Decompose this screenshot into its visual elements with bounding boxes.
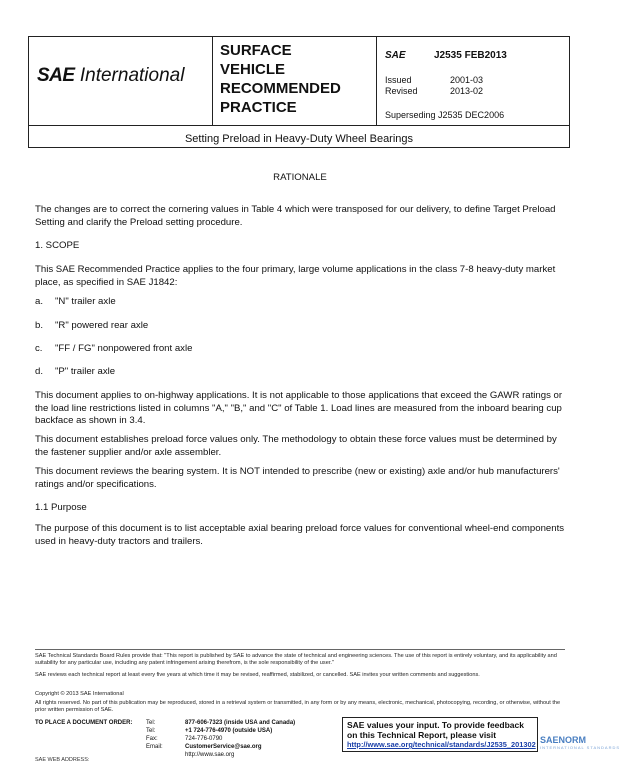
contact-value	[185, 727, 272, 735]
feedback-line: SAE values your input. To provide feedback	[347, 720, 524, 730]
doc-type-line: RECOMMENDED	[220, 80, 341, 97]
doc-type-line: VEHICLE	[220, 61, 286, 78]
list-text: "FF / FG" nonpowered front axle	[55, 343, 193, 354]
footer-review-text: SAE reviews each technical report at least every five years at which time it may be revised, reaffirmed, stabilized, or cancelled. SAE invites your written comments and suggestions.	[35, 672, 480, 678]
revised-label: Revised	[385, 86, 418, 96]
email-link[interactable]: CustomerService@sae.org	[185, 744, 262, 750]
scope-text: This SAE Recommended Practice applies to the four primary, large volume applications in the class 7-8 heavy-duty market place, as specified in SAE J1842:	[35, 264, 556, 288]
contact-value	[185, 743, 262, 751]
list-item	[35, 320, 565, 333]
scope-heading: 1. SCOPE	[35, 240, 80, 251]
purpose-heading: 1.1 Purpose	[35, 502, 87, 513]
purpose-text: The purpose of this document is to list acceptable axial bearing preload force values for conventional wheel-end components used in heavy-duty tractors and trailers.	[35, 523, 565, 547]
list-text: "P" trailer axle	[55, 366, 116, 377]
logo-sae-text: SAE	[37, 65, 75, 86]
establishes-paragraph	[35, 434, 565, 459]
header-divider-vertical	[212, 37, 213, 125]
web-address-label: SAE WEB ADDRESS:	[35, 757, 90, 763]
issued-value: 2001-03	[450, 75, 484, 85]
reviews-text: This document reviews the bearing system. It is NOT intended to prescribe (new or existing) axle and/or hub manufacturers' ratings and/or specifications.	[35, 466, 560, 490]
list-marker: c.	[35, 343, 43, 354]
issued-row	[385, 75, 483, 85]
rationale-paragraph	[35, 204, 565, 229]
list-text: "R" powered rear axle	[55, 320, 149, 331]
saenorm-text: SAENORM	[540, 735, 587, 745]
list-item	[35, 343, 565, 356]
footer-copyright: Copyright © 2013 SAE International	[35, 691, 124, 697]
header-divider	[29, 125, 569, 126]
purpose-paragraph	[35, 523, 565, 548]
list-marker: a.	[35, 296, 44, 307]
contact-label: Tel:	[146, 728, 156, 734]
reviews-paragraph	[35, 466, 565, 491]
document-number: J2535 FEB2013	[434, 50, 507, 61]
contact-value-text: +1 724-776-4970 (outside USA)	[185, 728, 273, 734]
onhighway-paragraph	[35, 390, 565, 428]
document-title: Setting Preload in Heavy-Duty Wheel Bearings	[184, 133, 414, 145]
scope-paragraph	[35, 264, 565, 289]
list-marker: d.	[35, 366, 44, 377]
contact-label: Tel:	[146, 720, 156, 726]
contact-value-text: 877-606-7323 (inside USA and Canada)	[185, 720, 296, 726]
saenorm-watermark	[540, 735, 620, 750]
header-divider-vertical	[376, 37, 377, 125]
feedback-box	[342, 717, 538, 752]
feedback-link[interactable]: http://www.sae.org/technical/standards/J2535_201302	[347, 740, 536, 749]
list-item	[35, 296, 565, 309]
logo-international-text: International	[79, 65, 185, 86]
rationale-heading: RATIONALE	[273, 172, 327, 183]
list-item	[35, 366, 565, 379]
saenorm-subtext: INTERNATIONAL STANDARDS	[540, 745, 620, 750]
feedback-line: on this Technical Report, please visit	[347, 730, 497, 740]
list-marker: b.	[35, 320, 44, 331]
revised-value: 2013-02	[450, 86, 484, 96]
revised-row	[385, 86, 483, 96]
superseding-text: Superseding J2535 DEC2006	[385, 110, 505, 120]
doc-type-line: SURFACE	[220, 42, 292, 59]
footer-rules-text: SAE Technical Standards Board Rules provide that: "This report is published by SAE to advance the state of technical and engineering sciences. The use of this report is entirely voluntary, and its applicability and suitability for any particular use, including any patent infringement arising therefrom, is the sole responsibility of the user."	[35, 653, 557, 666]
order-label: TO PLACE A DOCUMENT ORDER:	[35, 720, 133, 726]
document-type	[220, 41, 370, 117]
contact-label: Fax:	[146, 736, 158, 742]
rationale-text: The changes are to correct the cornering values in Table 4 which were transposed for our delivery, to define Target Preload Setting and clarify the Preload setting procedure.	[35, 204, 556, 228]
establishes-text: This document establishes preload force values only. The methodology to obtain these force values must be determined by the fastener supplier and/or axle assembler.	[35, 434, 557, 458]
website-link[interactable]: http://www.sae.org	[185, 752, 235, 758]
footer-divider	[35, 649, 565, 650]
contact-value	[185, 735, 222, 743]
sae-international-logo	[37, 65, 207, 87]
doc-type-line: PRACTICE	[220, 99, 297, 116]
issued-label: Issued	[385, 75, 412, 85]
small-sae-logo: SAE	[385, 50, 406, 61]
footer-rights-text: All rights reserved. No part of this publication may be reproduced, stored in a retrieval system or transmitted, in any form or by any means, electronic, mechanical, photocopying, recording, or otherwise, without the prior written permission of SAE.	[35, 700, 561, 713]
document-header	[28, 36, 570, 148]
onhighway-text: This document applies to on-highway applications. It is not applicable to those applications that exceed the GAWR ratings or the load line restrictions listed in columns "A," "B," and "C" of Table 1. Load lines are measured from the inboard bearing cup backface as shown in 3.4.	[35, 390, 563, 426]
contact-label: Email:	[146, 744, 163, 750]
contact-value	[185, 719, 295, 727]
contact-value-text: 724-776-0790	[185, 736, 223, 742]
list-text: "N" trailer axle	[55, 296, 116, 307]
